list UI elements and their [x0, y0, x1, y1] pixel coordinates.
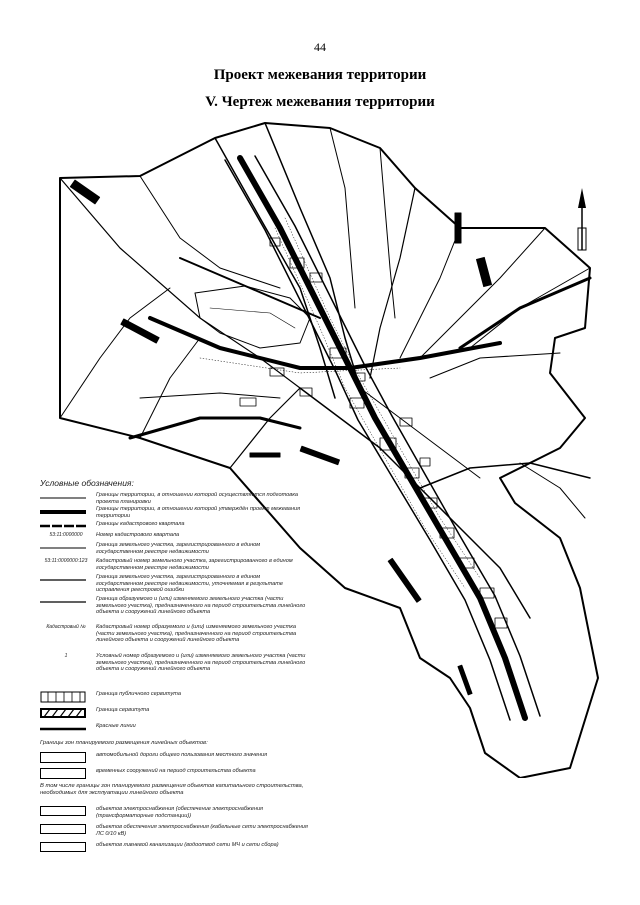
project-boundary	[60, 123, 598, 778]
map-legend: Условные обозначения: Границы территории, в отношении которой осуществляется подготовка проекта планировки Границы территории, в отношении которой утверждён проект межевания территории Границы кадастрового квартала 53:11:0000000 Номер кадастрового квартала Граница земельного участка, зарегистрированного в едином государственном реестре недвижимости 53:11:0000000:123 Кадастровый номер земельного участка, зарегистрированного в едином государственном реестре недвижимости Граница земельного участка, зарегистрированного в едином государственном реестре недвижимости, уточняемая в результате исправления реестровой ошибки Граница образуемого и (или) изменяемого земельного участка (части земельного участка), предназначенного на период строительства линейного объекта и сооружений линейного объекта Кадастровый № Кадастровый номер образуемого и (или) изменяемого земельного участка (части земельного участка), предназначенного на период строительства линейного объекта и сооружений линейного объекта 1 Условный номер образуемого и (или) изменяемого земельного участка (части земельного участка), предназначенного на период строительства линейного объекта и сооружений линейного объекта Граница публичного сервитута Граница сервитута Красные линии Границы зон планируемого размещения линейных объектов: автомобильной дороги общего пользования местного значения временных сооружений на период строительства объекта В том числе границы зон планируемого размещения объектов капитального строительства, необходимых для эксплуатации линейного объекта объектов электроснабжения (обеспечение электроснабжения (трансформаторные подстанции)) объектов обеспечения электроснабжения (кабельные сети электроснабжения ЛС 0/10 кВ) объектов ливневой канализации (водоотвод сети МЧ и сети сбора)	[40, 478, 310, 492]
project-boundary-symbol	[40, 492, 86, 504]
servitude-symbol	[40, 707, 86, 719]
cadastral-quarter-symbol	[40, 521, 86, 531]
page-subtitle: V. Чертеж межевания территории	[205, 94, 435, 110]
zones-heading: Границы зон планируемого размещения линейных объектов:	[40, 740, 208, 746]
north-arrow-icon	[578, 188, 586, 250]
page-title: Проект межевания территории	[213, 67, 427, 83]
registered-parcel-symbol	[40, 542, 86, 554]
corrected-parcel-symbol	[40, 574, 86, 586]
formed-parcel-symbol	[40, 596, 86, 608]
approved-boundary-symbol	[40, 506, 86, 518]
red-line-symbol	[40, 723, 86, 735]
power-substation-zone-symbol	[40, 806, 86, 816]
legend-heading: Условные обозначения:	[40, 478, 134, 488]
legend-code: 1	[64, 653, 68, 659]
pond	[195, 286, 310, 348]
legend-code: Кадастровый №	[46, 624, 86, 630]
page-number: 44	[314, 40, 326, 54]
legend-code: 53:11:0000000	[49, 532, 83, 538]
storm-sewer-zone-symbol	[40, 842, 86, 852]
power-cable-zone-symbol	[40, 824, 86, 834]
legend-code: 53:11:0000000:123	[44, 558, 88, 564]
cross-road	[150, 318, 500, 368]
subzones-heading: В том числе границы зон планируемого размещения объектов капитального строительства, необходимых для эксплуатации линейного объекта	[40, 783, 304, 796]
survey-map	[0, 118, 600, 778]
public-servitude-symbol	[40, 691, 86, 703]
road-zone-symbol	[40, 752, 86, 763]
temporary-zone-symbol	[40, 768, 86, 779]
